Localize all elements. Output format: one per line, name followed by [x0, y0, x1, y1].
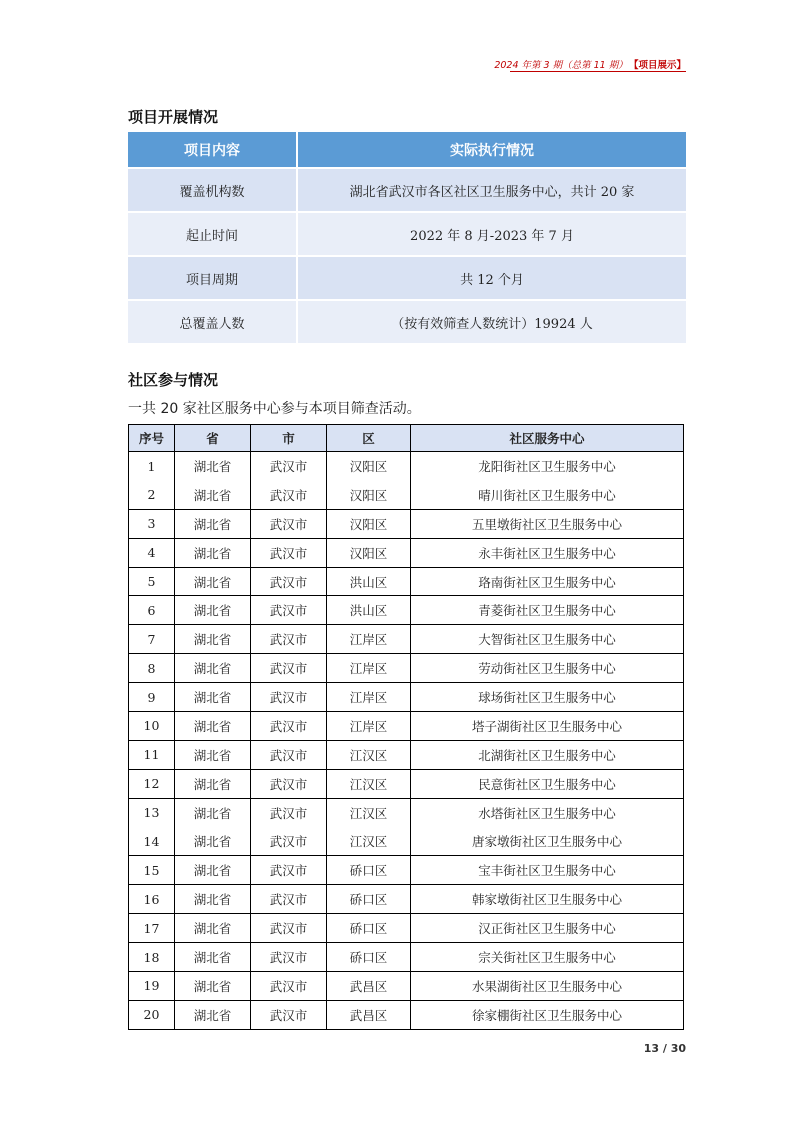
table-row	[129, 712, 684, 741]
center-cell: 龙阳街社区卫生服务中心	[411, 452, 684, 481]
index-cell: 16	[129, 885, 175, 914]
province-cell: 湖北省	[175, 972, 251, 1001]
summary-status-cell: （按有效筛查人数统计）19924 人	[298, 301, 686, 345]
summary-item-cell: 总覆盖人数	[128, 301, 298, 345]
province-cell: 湖北省	[175, 596, 251, 625]
center-cell: 北湖街社区卫生服务中心	[411, 740, 684, 769]
index-cell: 14	[129, 827, 175, 856]
index-cell: 2	[129, 480, 175, 509]
table-row	[129, 972, 684, 1001]
center-cell: 青菱街社区卫生服务中心	[411, 596, 684, 625]
table-row	[129, 769, 684, 798]
community-table	[128, 424, 684, 1030]
index-cell: 11	[129, 740, 175, 769]
summary-row	[128, 301, 686, 345]
center-cell: 宝丰街社区卫生服务中心	[411, 856, 684, 885]
center-cell: 唐家墩街社区卫生服务中心	[411, 827, 684, 856]
table-row	[129, 538, 684, 567]
city-cell: 武汉市	[251, 567, 327, 596]
table-row	[129, 1000, 684, 1029]
section-label: 【项目展示】	[633, 60, 686, 71]
center-cell: 劳动街社区卫生服务中心	[411, 654, 684, 683]
index-cell: 9	[129, 683, 175, 712]
province-cell: 湖北省	[175, 827, 251, 856]
city-cell: 武汉市	[251, 769, 327, 798]
index-cell: 20	[129, 1000, 175, 1029]
district-cell: 江岸区	[327, 625, 411, 654]
district-cell: 硚口区	[327, 914, 411, 943]
section1-title: 项目开展情况	[128, 108, 219, 126]
section2-title: 社区参与情况	[128, 371, 219, 389]
center-cell: 晴川街社区卫生服务中心	[411, 480, 684, 509]
index-cell: 5	[129, 567, 175, 596]
header-rule	[510, 71, 686, 72]
index-cell: 8	[129, 654, 175, 683]
province-cell: 湖北省	[175, 856, 251, 885]
table-row	[129, 509, 684, 538]
table-row	[129, 943, 684, 972]
index-cell: 19	[129, 972, 175, 1001]
center-cell: 球场街社区卫生服务中心	[411, 683, 684, 712]
district-cell: 洪山区	[327, 596, 411, 625]
index-cell: 3	[129, 509, 175, 538]
center-cell: 宗关街社区卫生服务中心	[411, 943, 684, 972]
summary-row	[128, 213, 686, 257]
district-cell: 江汉区	[327, 740, 411, 769]
table-row	[129, 625, 684, 654]
center-cell: 五里墩街社区卫生服务中心	[411, 509, 684, 538]
col-index: 序号	[129, 425, 175, 452]
index-cell: 7	[129, 625, 175, 654]
district-cell: 汉阳区	[327, 480, 411, 509]
province-cell: 湖北省	[175, 567, 251, 596]
table-row	[129, 654, 684, 683]
summary-status-cell: 湖北省武汉市各区社区卫生服务中心，共计 20 家	[298, 169, 686, 213]
district-cell: 洪山区	[327, 567, 411, 596]
table-row	[129, 452, 684, 481]
city-cell: 武汉市	[251, 740, 327, 769]
province-cell: 湖北省	[175, 885, 251, 914]
center-cell: 水塔街社区卫生服务中心	[411, 798, 684, 827]
district-cell: 江汉区	[327, 798, 411, 827]
col-center: 社区服务中心	[411, 425, 684, 452]
city-cell: 武汉市	[251, 480, 327, 509]
project-summary-table	[128, 132, 686, 345]
center-cell: 韩家墩街社区卫生服务中心	[411, 885, 684, 914]
summary-item-cell: 项目周期	[128, 257, 298, 301]
table-row	[129, 798, 684, 827]
city-cell: 武汉市	[251, 625, 327, 654]
section2-intro: 一共 20 家社区服务中心参与本项目筛查活动。	[128, 401, 421, 417]
city-cell: 武汉市	[251, 856, 327, 885]
table-row	[129, 596, 684, 625]
province-cell: 湖北省	[175, 683, 251, 712]
province-cell: 湖北省	[175, 943, 251, 972]
city-cell: 武汉市	[251, 509, 327, 538]
page-number: 13 / 30	[643, 1042, 686, 1055]
province-cell: 湖北省	[175, 1000, 251, 1029]
city-cell: 武汉市	[251, 654, 327, 683]
district-cell: 武昌区	[327, 1000, 411, 1029]
index-cell: 18	[129, 943, 175, 972]
center-cell: 永丰街社区卫生服务中心	[411, 538, 684, 567]
summary-item-cell: 覆盖机构数	[128, 169, 298, 213]
city-cell: 武汉市	[251, 683, 327, 712]
table-row	[129, 856, 684, 885]
district-cell: 硚口区	[327, 856, 411, 885]
table-row	[129, 914, 684, 943]
summary-header-item: 项目内容	[128, 132, 298, 169]
province-cell: 湖北省	[175, 798, 251, 827]
district-cell: 江岸区	[327, 712, 411, 741]
city-cell: 武汉市	[251, 943, 327, 972]
summary-row	[128, 257, 686, 301]
city-cell: 武汉市	[251, 538, 327, 567]
index-cell: 13	[129, 798, 175, 827]
summary-status-cell: 共 12 个月	[298, 257, 686, 301]
province-cell: 湖北省	[175, 712, 251, 741]
district-cell: 硚口区	[327, 943, 411, 972]
center-cell: 汉正街社区卫生服务中心	[411, 914, 684, 943]
issue-label: 2024 年第 3 期（总第 11 期）	[494, 60, 628, 71]
city-cell: 武汉市	[251, 596, 327, 625]
district-cell: 江汉区	[327, 769, 411, 798]
province-cell: 湖北省	[175, 509, 251, 538]
index-cell: 17	[129, 914, 175, 943]
city-cell: 武汉市	[251, 1000, 327, 1029]
col-province: 省	[175, 425, 251, 452]
col-district: 区	[327, 425, 411, 452]
district-cell: 汉阳区	[327, 509, 411, 538]
province-cell: 湖北省	[175, 769, 251, 798]
province-cell: 湖北省	[175, 452, 251, 481]
summary-row	[128, 169, 686, 213]
center-cell: 大智街社区卫生服务中心	[411, 625, 684, 654]
page-header	[494, 57, 686, 71]
district-cell: 江汉区	[327, 827, 411, 856]
district-cell: 汉阳区	[327, 538, 411, 567]
center-cell: 民意街社区卫生服务中心	[411, 769, 684, 798]
table-row	[129, 740, 684, 769]
district-cell: 武昌区	[327, 972, 411, 1001]
center-cell: 水果湖街社区卫生服务中心	[411, 972, 684, 1001]
index-cell: 15	[129, 856, 175, 885]
city-cell: 武汉市	[251, 452, 327, 481]
summary-header-status: 实际执行情况	[298, 132, 686, 169]
province-cell: 湖北省	[175, 654, 251, 683]
district-cell: 硚口区	[327, 885, 411, 914]
index-cell: 1	[129, 452, 175, 481]
table-row	[129, 567, 684, 596]
city-cell: 武汉市	[251, 972, 327, 1001]
center-cell: 珞南街社区卫生服务中心	[411, 567, 684, 596]
table-row	[129, 885, 684, 914]
province-cell: 湖北省	[175, 740, 251, 769]
city-cell: 武汉市	[251, 914, 327, 943]
summary-status-cell: 2022 年 8 月-2023 年 7 月	[298, 213, 686, 257]
city-cell: 武汉市	[251, 827, 327, 856]
city-cell: 武汉市	[251, 885, 327, 914]
province-cell: 湖北省	[175, 480, 251, 509]
summary-item-cell: 起止时间	[128, 213, 298, 257]
index-cell: 10	[129, 712, 175, 741]
index-cell: 6	[129, 596, 175, 625]
center-cell: 塔子湖街社区卫生服务中心	[411, 712, 684, 741]
city-cell: 武汉市	[251, 712, 327, 741]
table-row	[129, 480, 684, 509]
table-row	[129, 827, 684, 856]
index-cell: 4	[129, 538, 175, 567]
province-cell: 湖北省	[175, 538, 251, 567]
district-cell: 江岸区	[327, 654, 411, 683]
district-cell: 汉阳区	[327, 452, 411, 481]
district-cell: 江岸区	[327, 683, 411, 712]
table-row	[129, 683, 684, 712]
col-city: 市	[251, 425, 327, 452]
province-cell: 湖北省	[175, 625, 251, 654]
center-cell: 徐家棚街社区卫生服务中心	[411, 1000, 684, 1029]
index-cell: 12	[129, 769, 175, 798]
province-cell: 湖北省	[175, 914, 251, 943]
city-cell: 武汉市	[251, 798, 327, 827]
